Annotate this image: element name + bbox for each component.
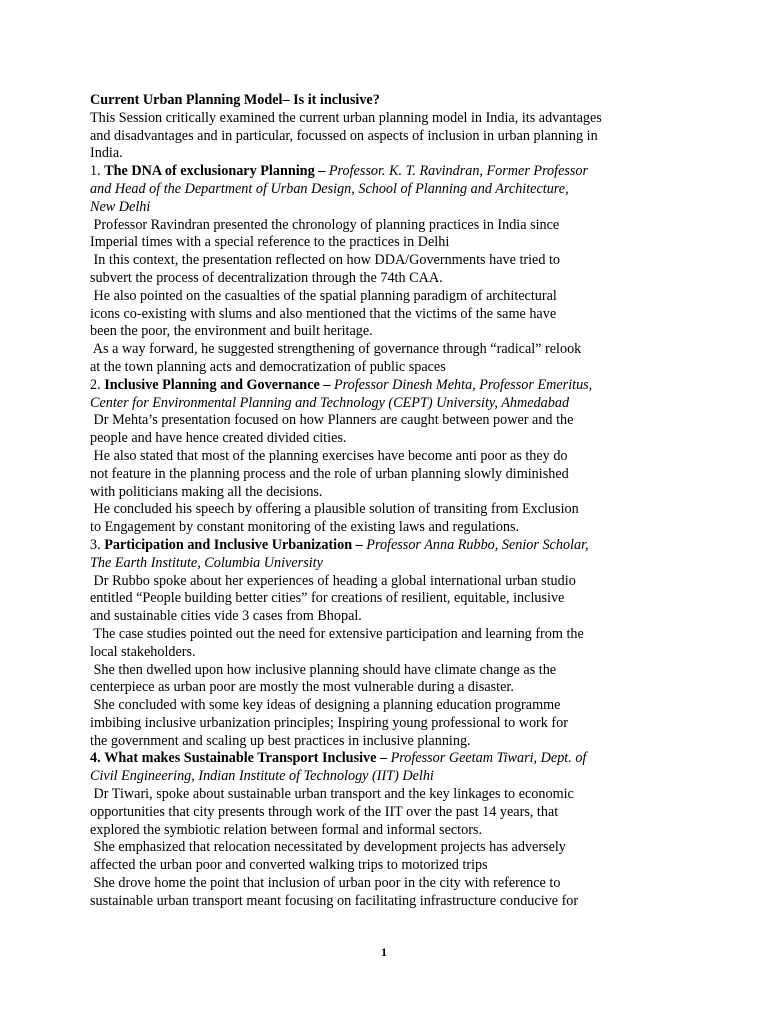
session-speaker: The Earth Institute, Columbia University xyxy=(90,554,323,571)
session-number: 1. xyxy=(90,163,101,180)
session-title: Participation and Inclusive Urbanization – xyxy=(104,536,367,553)
session-speaker: Civil Engineering, Indian Institute of Technology (IIT) Delhi xyxy=(90,768,434,785)
session-title: Inclusive Planning and Governance – xyxy=(104,376,334,393)
bullet-continuation: at the town planning acts and democratization of public spaces xyxy=(90,358,446,375)
bullet-item: She emphasized that relocation necessitated by development projects has adversely xyxy=(93,839,566,856)
session-speaker: Professor Anna Rubbo, Senior Scholar, xyxy=(366,536,589,553)
bullet-continuation: people and have hence created divided cities. xyxy=(90,430,347,447)
bullet-continuation: imbibing inclusive urbanization principles; Inspiring young professional to work for xyxy=(90,714,568,731)
session-speaker: Professor Geetam Tiwari, Dept. of xyxy=(390,750,587,767)
bullet-item: Dr Tiwari, spoke about sustainable urban transport and the key linkages to economic xyxy=(93,786,574,803)
bullet-continuation: with politicians making all the decisions. xyxy=(90,483,323,500)
bullet-continuation: Imperial times with a special reference to the practices in Delhi xyxy=(90,234,450,251)
session-number: 4. xyxy=(90,750,101,767)
bullet-item: The case studies pointed out the need for extensive participation and learning from the xyxy=(93,625,584,642)
session-speaker: Professor. K. T. Ravindran, Former Professor xyxy=(328,163,589,180)
session-heading xyxy=(90,377,638,395)
document-page xyxy=(90,92,638,911)
bullet-continuation: icons co-existing with slums and also mentioned that the victims of the same have xyxy=(90,305,557,322)
bullet-continuation: not feature in the planning process and the role of urban planning slowly diminished xyxy=(90,465,569,482)
bullet-item: She drove home the point that inclusion of urban poor in the city with reference to xyxy=(93,875,561,892)
bullet-continuation: subvert the process of decentralization through the 74th CAA. xyxy=(90,269,443,286)
bullet-item: Professor Ravindran presented the chronology of planning practices in India since xyxy=(93,216,560,233)
bullet-item: He also pointed on the casualties of the spatial planning paradigm of architectural xyxy=(93,287,557,304)
bullet-continuation: the government and scaling up best practices in inclusive planning. xyxy=(90,732,471,749)
bullet-item: In this context, the presentation reflected on how DDA/Governments have tried to xyxy=(93,252,561,269)
bullet-item: She concluded with some key ideas of designing a planning education programme xyxy=(93,697,561,714)
session-number: 3. xyxy=(90,536,101,553)
bullet-item: As a way forward, he suggested strengthening of governance through “radical” relook xyxy=(92,341,582,358)
bullet-continuation: entitled “People building better cities” for creations of resilient, equitable, inclusive xyxy=(90,590,565,607)
bullet-item: Dr Mehta’s presentation focused on how Planners are caught between power and the xyxy=(93,412,574,429)
bullet-continuation: to Engagement by constant monitoring of the existing laws and regulations. xyxy=(90,519,520,536)
session-heading xyxy=(90,163,638,181)
bullet-continuation: local stakeholders. xyxy=(90,643,196,660)
session-speaker: and Head of the Department of Urban Design, School of Planning and Architecture, xyxy=(90,180,569,197)
session-title: What makes Sustainable Transport Inclusive – xyxy=(104,750,391,767)
bullet-continuation: explored the symbiotic relation between formal and informal sectors. xyxy=(90,821,482,838)
session-speaker: Professor Dinesh Mehta, Professor Emeritus, xyxy=(333,376,593,393)
session-number: 2. xyxy=(90,376,101,393)
bullet-item: Dr Rubbo spoke about her experiences of heading a global international urban studio xyxy=(93,572,576,589)
bullet-continuation: and sustainable cities vide 3 cases from Bhopal. xyxy=(90,608,362,625)
session-speaker: New Delhi xyxy=(90,198,151,215)
bullet-continuation: centerpiece as urban poor are mostly the most vulnerable during a disaster. xyxy=(90,679,514,696)
bullet-continuation: been the poor, the environment and built heritage. xyxy=(90,323,373,340)
bullet-item: He also stated that most of the planning exercises have become anti poor as they do xyxy=(93,447,568,464)
bullet-continuation: sustainable urban transport meant focusing on facilitating infrastructure conducive for xyxy=(90,892,579,909)
bullet-item: She then dwelled upon how inclusive planning should have climate change as the xyxy=(93,661,557,678)
bullet-continuation: affected the urban poor and converted walking trips to motorized trips xyxy=(90,857,488,874)
bullet-item: He concluded his speech by offering a plausible solution of transiting from Exclusion xyxy=(93,501,579,518)
intro-line: This Session critically examined the current urban planning model in India, its advantages xyxy=(90,109,602,126)
page-number: 1 xyxy=(381,945,387,959)
session-speaker: Center for Environmental Planning and Technology (CEPT) University, Ahmedabad xyxy=(90,394,570,411)
intro-line: and disadvantages and in particular, focussed on aspects of inclusion in urban planning in xyxy=(90,127,598,144)
bullet-continuation: opportunities that city presents through work of the IIT over the past 14 years, that xyxy=(90,803,559,820)
session-heading xyxy=(90,537,638,555)
session-title: The DNA of exclusionary Planning – xyxy=(104,163,329,180)
document-title: Current Urban Planning Model– Is it inclusive? xyxy=(90,92,380,108)
intro-line: India. xyxy=(90,145,123,162)
session-heading xyxy=(90,750,638,768)
